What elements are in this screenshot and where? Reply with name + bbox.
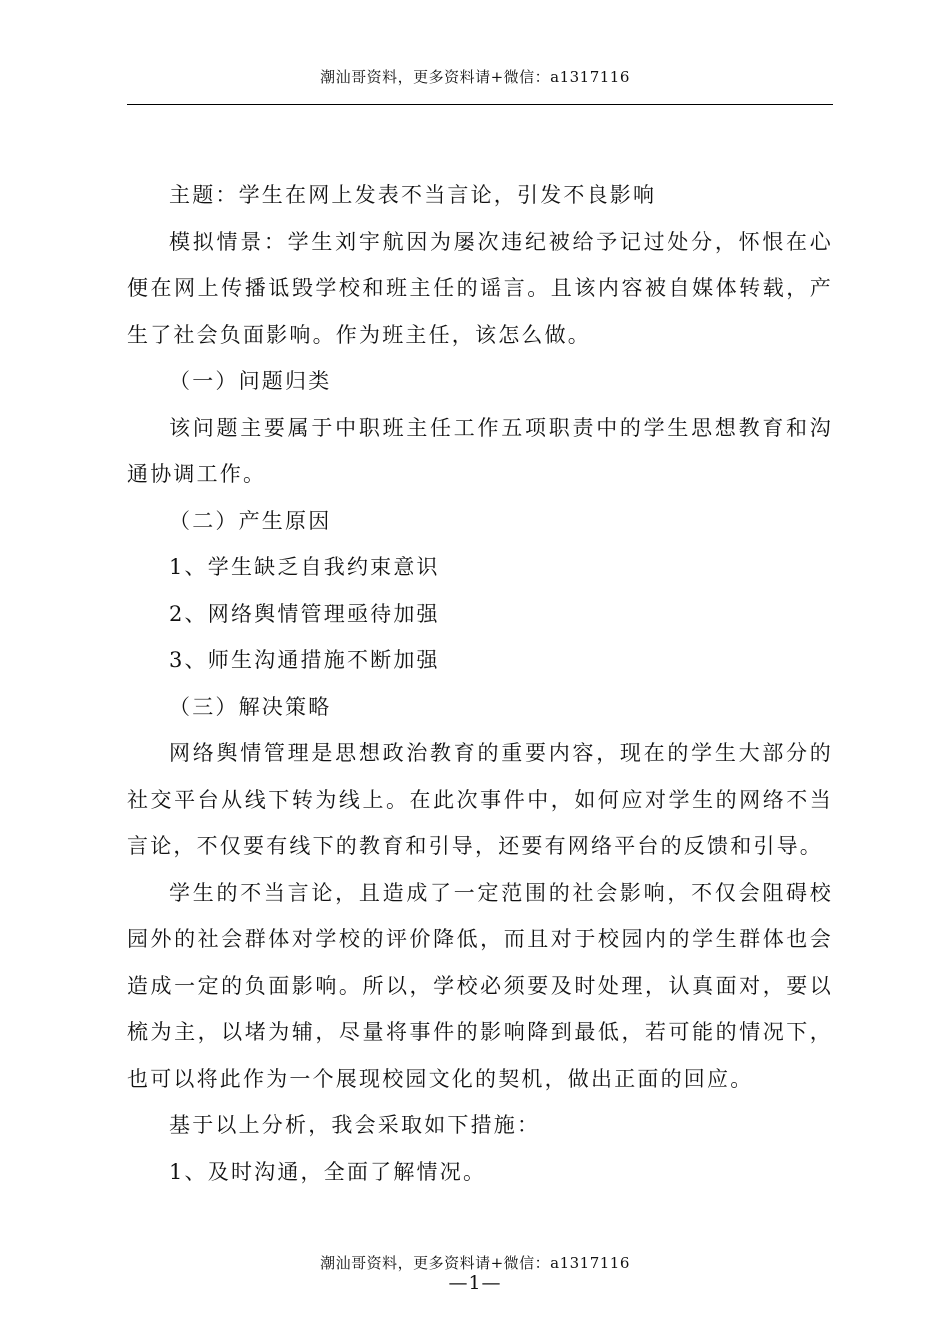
section-heading-strategy: （三）解决策略 <box>169 694 332 719</box>
document-body <box>127 172 833 1195</box>
measure-item-1: 1、及时沟通，全面了解情况。 <box>169 1159 487 1184</box>
measures-intro: 基于以上分析，我会采取如下措施： <box>169 1113 541 1137</box>
section-heading-causes: （二）产生原因 <box>169 508 332 533</box>
section-heading-classification: （一）问题归类 <box>169 369 332 393</box>
strategy-paragraph-1: 网络舆情管理是思想政治教育的重要内容，现在的学生大部分的社交平台从线下转为线上。在此次事件中，如何应对学生的网络不当言论，不仅要有线下的教育和引导，还要有网络平台的反馈和引导。 <box>127 741 833 858</box>
footer-watermark: 潮汕哥资料，更多资料请+微信：a1317116 <box>320 1254 630 1272</box>
header-watermark: 潮汕哥资料，更多资料请+微信：a1317116 <box>320 68 630 86</box>
classification-paragraph: 该问题主要属于中职班主任工作五项职责中的学生思想教育和沟通协调工作。 <box>127 415 833 486</box>
header-divider <box>127 104 833 105</box>
scenario-paragraph: 模拟情景：学生刘宇航因为屡次违纪被给予记过处分，怀恨在心便在网上传播诋毁学校和班主任的谣言。且该内容被自媒体转载，产生了社会负面影响。作为班主任，该怎么做。 <box>127 229 833 347</box>
cause-item-3: 3、师生沟通措施不断加强 <box>169 648 440 672</box>
strategy-paragraph-2: 学生的不当言论，且造成了一定范围的社会影响，不仅会阻碍校园外的社会群体对学校的评价降低，而且对于校园内的学生群体也会造成一定的负面影响。所以，学校必须要及时处理，认真面对，要以梳为主，以堵为辅，尽量将事件的影响降到最低，若可能的情况下，也可以将此作为一个展现校园文化的契机，做出正面的回应。 <box>127 880 833 1091</box>
cause-item-2: 2、网络舆情管理亟待加强 <box>169 601 440 626</box>
topic-line: 主题：学生在网上发表不当言论，引发不良影响 <box>169 183 657 207</box>
page-number: —1— <box>448 1272 502 1294</box>
cause-item-1: 1、学生缺乏自我约束意识 <box>169 555 440 579</box>
